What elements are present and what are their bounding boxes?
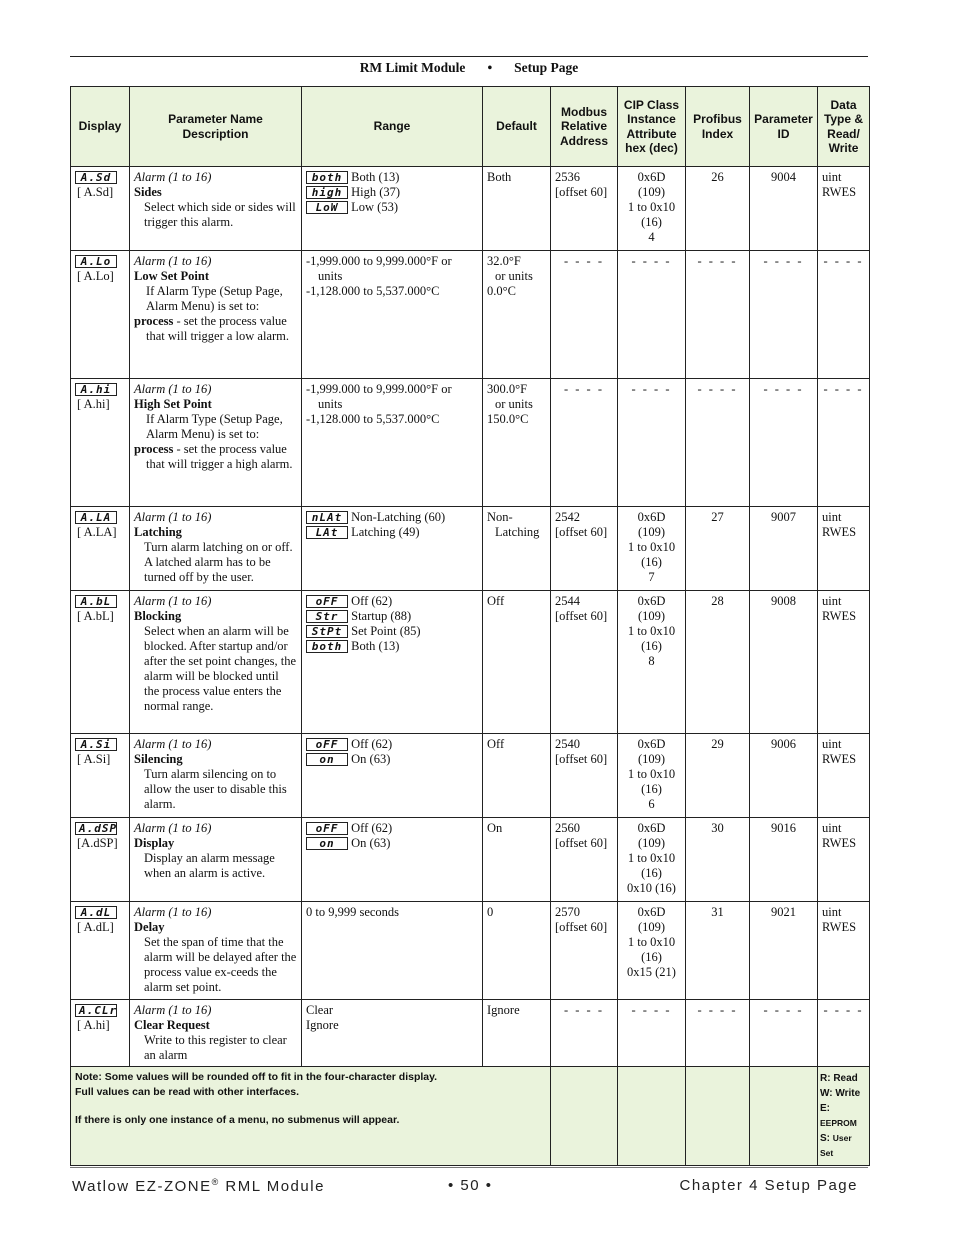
parameter-desc: If Alarm Type (Setup Page, Alarm Menu) is set to: — [146, 412, 283, 441]
read-write: RWES — [822, 185, 857, 199]
display-code: [ A.Lo] — [77, 269, 114, 283]
cip-line: (109) — [637, 920, 666, 934]
modbus-offset: [offset 60] — [555, 609, 608, 623]
option-lcd: oFF — [306, 738, 348, 751]
lcd-code: A.Lo — [75, 255, 117, 268]
display-code: [ A.hi] — [77, 397, 110, 411]
header-page: Setup Page — [514, 60, 579, 75]
note-blank — [686, 1067, 750, 1166]
default-line: 150.0°C — [487, 412, 529, 426]
default-line: Latching — [495, 525, 540, 539]
cip-line: 0x6D — [637, 510, 666, 524]
option-lcd: both — [306, 640, 348, 653]
data-type: uint — [822, 510, 842, 524]
profibus-cell: 31 — [686, 902, 750, 1000]
cip-line: 1 to 0x10 — [627, 767, 676, 781]
default-cell — [483, 379, 551, 507]
option-lcd: on — [306, 753, 348, 766]
modbus-address: 2570 — [555, 905, 580, 919]
parameter-desc-process — [134, 314, 297, 344]
option-lcd: on — [306, 837, 348, 850]
modbus-address: 2544 — [555, 594, 580, 608]
rw-legend — [818, 1067, 870, 1166]
parameter-cell — [130, 1000, 302, 1067]
table-row — [71, 251, 870, 379]
cip-line: (109) — [637, 525, 666, 539]
table-row — [71, 379, 870, 507]
modbus-address: 2540 — [555, 737, 580, 751]
parameter-cell — [130, 818, 302, 902]
data-type: uint — [822, 594, 842, 608]
parameter-cell — [130, 167, 302, 251]
read-write: RWES — [822, 920, 857, 934]
display-code: [ A.bL] — [77, 609, 114, 623]
parameter-desc: Turn alarm silencing on to allow the user to disable this alarm. — [144, 767, 287, 811]
parameter-id-cell: 9007 — [750, 507, 818, 591]
legend-user-text: User Set — [820, 1133, 852, 1158]
cip-line: (16) — [641, 950, 662, 964]
option-text: Off (62) — [351, 821, 393, 835]
display-cell — [71, 251, 130, 379]
range-cell — [302, 251, 483, 379]
option-lcd: LAt — [306, 526, 348, 539]
default-cell — [483, 251, 551, 379]
default-line: or units — [495, 269, 533, 283]
parameter-name: Latching — [134, 525, 182, 539]
cip-line: 1 to 0x10 — [627, 624, 676, 638]
parameter-desc: Turn alarm latching on or off. A latched alarm has to be turned off by the user. — [144, 540, 293, 584]
cip-line: (109) — [637, 609, 666, 623]
parameter-name: Display — [134, 836, 175, 850]
cip-line: 0x6D — [637, 821, 666, 835]
note-row — [71, 1067, 870, 1166]
parameter-id-cell: 9021 — [750, 902, 818, 1000]
modbus-address: 2536 — [555, 170, 580, 184]
parameter-desc: Select when an alarm will be blocked. After startup and/or after the set point changes, the alarm will be blocked until the process value enters the normal range. — [144, 624, 297, 713]
parameter-cell — [130, 379, 302, 507]
default-cell: Ignore — [483, 1000, 551, 1067]
modbus-offset: [offset 60] — [555, 185, 608, 199]
range-option — [306, 624, 478, 639]
option-lcd: both — [306, 171, 348, 184]
cip-line: (16) — [641, 555, 662, 569]
footer-registered: ® — [211, 1177, 220, 1187]
group-label: Alarm (1 to 16) — [134, 170, 212, 184]
option-text: Latching (49) — [351, 525, 420, 539]
display-code: [ A.Si] — [77, 752, 111, 766]
data-type-cell — [818, 591, 870, 734]
cip-line: 0x6D — [637, 594, 666, 608]
parameter-id-cell: 9004 — [750, 167, 818, 251]
parameter-desc: Select which side or sides will trigger this alarm. — [144, 200, 296, 229]
cip-cell: - - - - — [618, 379, 686, 507]
profibus-cell: - - - - — [686, 379, 750, 507]
range-cell — [302, 734, 483, 818]
header-module: RM Limit Module — [359, 60, 466, 75]
modbus-cell: - - - - — [551, 379, 618, 507]
desc-bold: process — [134, 314, 174, 328]
range-option — [306, 752, 478, 767]
modbus-cell: - - - - — [551, 251, 618, 379]
col-parameter-desc: Description — [182, 126, 249, 141]
range-line: Clear — [306, 1003, 334, 1017]
table-row — [71, 818, 870, 902]
note-blank — [551, 1067, 618, 1166]
modbus-cell: - - - - — [551, 1000, 618, 1067]
profibus-cell: 28 — [686, 591, 750, 734]
range-cell — [302, 167, 483, 251]
option-text: Non-Latching (60) — [351, 510, 446, 524]
profibus-cell: 26 — [686, 167, 750, 251]
lcd-code: A.dSP — [75, 822, 117, 835]
desc-rest: - set the process value that will trigger a low alarm. — [146, 314, 290, 343]
group-label: Alarm (1 to 16) — [134, 510, 212, 524]
display-cell — [71, 902, 130, 1000]
desc-rest: - set the process value that will trigger a high alarm. — [146, 442, 293, 471]
legend-eeprom-key: E: — [820, 1103, 830, 1114]
range-line: -1,128.000 to 5,537.000°C — [306, 284, 440, 298]
range-line: Ignore — [306, 1018, 339, 1032]
parameter-id-cell: 9016 — [750, 818, 818, 902]
data-type-cell — [818, 507, 870, 591]
option-text: Set Point (85) — [351, 624, 421, 638]
display-cell — [71, 507, 130, 591]
range-option — [306, 821, 478, 836]
modbus-offset: [offset 60] — [555, 920, 608, 934]
display-code: [ A.dL] — [77, 920, 114, 934]
note-blank — [750, 1067, 818, 1166]
table-row — [71, 1000, 870, 1067]
group-label: Alarm (1 to 16) — [134, 594, 212, 608]
range-option — [306, 185, 478, 200]
data-type-cell: - - - - — [818, 1000, 870, 1067]
legend-user-key: S: — [820, 1133, 833, 1144]
option-lcd: LoW — [306, 201, 348, 214]
range-cell: 0 to 9,999 seconds — [302, 902, 483, 1000]
parameter-id-cell: - - - - — [750, 1000, 818, 1067]
default-cell — [483, 507, 551, 591]
footer-chapter: Chapter 4 Setup Page — [679, 1177, 858, 1194]
note-line: If there is only one instance of a menu, no submenus will appear. — [75, 1114, 400, 1126]
desc-bold: process — [134, 442, 174, 456]
parameter-name: Low Set Point — [134, 269, 209, 283]
cip-cell: - - - - — [618, 251, 686, 379]
display-cell — [71, 167, 130, 251]
display-code: [ A.hi] — [77, 1018, 110, 1032]
group-label: Alarm (1 to 16) — [134, 254, 212, 268]
modbus-cell — [551, 591, 618, 734]
range-line: -1,999.000 to 9,999.000°F or units — [306, 254, 452, 283]
profibus-cell: 27 — [686, 507, 750, 591]
legend-eeprom-text: EEPROM — [820, 1118, 857, 1128]
default-cell: Off — [483, 734, 551, 818]
cip-line: 1 to 0x10 — [627, 540, 676, 554]
legend-eeprom — [820, 1101, 867, 1131]
option-text: Both (13) — [351, 170, 400, 184]
option-lcd: oFF — [306, 595, 348, 608]
parameter-cell — [130, 507, 302, 591]
parameter-id-cell: 9008 — [750, 591, 818, 734]
option-text: Off (62) — [351, 594, 393, 608]
parameter-name: Blocking — [134, 609, 182, 623]
parameter-cell — [130, 902, 302, 1000]
top-rule — [70, 56, 868, 57]
bottom-rule — [70, 1167, 868, 1168]
col-display: Display — [71, 87, 130, 167]
parameter-name: Clear Request — [134, 1018, 210, 1032]
table-row — [71, 734, 870, 818]
cip-line: 1 to 0x10 — [627, 200, 676, 214]
range-option — [306, 639, 478, 654]
default-cell: 0 — [483, 902, 551, 1000]
cip-cell — [618, 167, 686, 251]
footer-product — [72, 1177, 325, 1195]
display-cell — [71, 1000, 130, 1067]
default-cell: Off — [483, 591, 551, 734]
range-cell — [302, 507, 483, 591]
lcd-code: A.CLr — [75, 1004, 117, 1017]
range-option — [306, 525, 478, 540]
range-option — [306, 510, 478, 525]
note-blank — [618, 1067, 686, 1166]
default-line: 300.0°F — [487, 382, 528, 396]
parameter-desc: Display an alarm message when an alarm is active. — [144, 851, 275, 880]
footer-brand: Watlow EZ-ZONE — [72, 1178, 212, 1195]
modbus-address: 2560 — [555, 821, 580, 835]
lcd-code: A.Sd — [75, 171, 117, 184]
range-cell — [302, 1000, 483, 1067]
option-lcd: nLAt — [306, 511, 348, 524]
modbus-cell — [551, 818, 618, 902]
parameter-table — [70, 86, 870, 1166]
profibus-cell: 29 — [686, 734, 750, 818]
table-row — [71, 507, 870, 591]
display-code: [A.dSP] — [77, 836, 118, 850]
range-line: -1,999.000 to 9,999.000°F or units — [306, 382, 452, 411]
lcd-code: A.Si — [75, 738, 117, 751]
cip-line: (16) — [641, 866, 662, 880]
col-parameter-name: Parameter Name — [168, 112, 263, 126]
group-label: Alarm (1 to 16) — [134, 821, 212, 835]
cip-line: (109) — [637, 836, 666, 850]
parameter-id-cell: - - - - — [750, 251, 818, 379]
option-lcd: high — [306, 186, 348, 199]
option-lcd: StPt — [306, 625, 348, 638]
display-cell — [71, 734, 130, 818]
cip-line: (16) — [641, 215, 662, 229]
display-cell — [71, 591, 130, 734]
cip-line: (109) — [637, 185, 666, 199]
range-option — [306, 594, 478, 609]
range-option — [306, 836, 478, 851]
lcd-code: A.dL — [75, 906, 117, 919]
range-option — [306, 170, 478, 185]
option-text: On (63) — [351, 752, 391, 766]
parameter-cell — [130, 734, 302, 818]
default-line: 0.0°C — [487, 284, 516, 298]
table-row — [71, 902, 870, 1000]
read-write: RWES — [822, 609, 857, 623]
cip-line: 0x6D — [637, 737, 666, 751]
col-range: Range — [302, 87, 483, 167]
range-cell — [302, 591, 483, 734]
option-text: Startup (88) — [351, 609, 412, 623]
range-option — [306, 609, 478, 624]
default-cell: On — [483, 818, 551, 902]
cip-line: 0x6D — [637, 170, 666, 184]
footer-module: RML Module — [219, 1178, 325, 1195]
data-type: uint — [822, 737, 842, 751]
cip-line: 0x6D — [637, 905, 666, 919]
modbus-cell — [551, 902, 618, 1000]
parameter-id-cell: 9006 — [750, 734, 818, 818]
parameter-cell — [130, 591, 302, 734]
parameter-name: Sides — [134, 185, 162, 199]
cip-line: (16) — [641, 639, 662, 653]
cip-cell — [618, 734, 686, 818]
group-label: Alarm (1 to 16) — [134, 1003, 212, 1017]
note-line: Note: Some values will be rounded off to fit in the four-character display. — [75, 1071, 438, 1083]
data-type: uint — [822, 821, 842, 835]
lcd-code: A.bL — [75, 595, 117, 608]
modbus-cell — [551, 734, 618, 818]
table-header-row — [71, 87, 870, 167]
read-write: RWES — [822, 525, 857, 539]
col-profibus: Profibus Index — [686, 87, 750, 167]
data-type-cell: - - - - — [818, 251, 870, 379]
option-text: Both (13) — [351, 639, 400, 653]
display-code: [ A.LA] — [77, 525, 117, 539]
table-row — [71, 167, 870, 251]
legend-write: W: Write — [820, 1088, 861, 1099]
cip-line: 0x10 (16) — [627, 881, 676, 895]
parameter-desc: Write to this register to clear an alarm — [144, 1033, 287, 1062]
default-cell: Both — [483, 167, 551, 251]
cip-line: 1 to 0x10 — [627, 935, 676, 949]
col-modbus: Modbus Relative Address — [551, 87, 618, 167]
modbus-offset: [offset 60] — [555, 836, 608, 850]
cip-line: (16) — [641, 782, 662, 796]
parameter-name: Silencing — [134, 752, 183, 766]
default-line: Non- — [487, 510, 513, 524]
header-bullet: • — [487, 60, 493, 75]
option-lcd: oFF — [306, 822, 348, 835]
col-cip: CIP Class Instance Attribute hex (dec) — [618, 87, 686, 167]
data-type: uint — [822, 170, 842, 184]
data-type-cell — [818, 734, 870, 818]
range-cell — [302, 818, 483, 902]
modbus-address: 2542 — [555, 510, 580, 524]
display-code: [ A.Sd] — [77, 185, 114, 199]
lcd-code: A.hi — [75, 383, 117, 396]
cip-line: 1 to 0x10 — [627, 851, 676, 865]
range-option — [306, 737, 478, 752]
group-label: Alarm (1 to 16) — [134, 737, 212, 751]
cip-line: 4 — [648, 230, 655, 244]
range-option — [306, 200, 478, 215]
cip-cell — [618, 507, 686, 591]
range-cell — [302, 379, 483, 507]
parameter-cell — [130, 251, 302, 379]
data-type-cell — [818, 167, 870, 251]
col-data-type: Data Type & Read/ Write — [818, 87, 870, 167]
read-write: RWES — [822, 752, 857, 766]
note-line: Full values can be read with other interfaces. — [75, 1086, 300, 1098]
data-type: uint — [822, 905, 842, 919]
display-cell — [71, 379, 130, 507]
col-parameter-id: Parameter ID — [750, 87, 818, 167]
parameter-id-cell: - - - - — [750, 379, 818, 507]
option-text: Off (62) — [351, 737, 393, 751]
footer-page-number: • 50 • — [448, 1177, 493, 1194]
option-text: High (37) — [351, 185, 401, 199]
note-cell — [71, 1067, 551, 1166]
option-text: On (63) — [351, 836, 391, 850]
modbus-offset: [offset 60] — [555, 752, 608, 766]
option-lcd: Str — [306, 610, 348, 623]
legend-read: R: Read — [820, 1073, 858, 1084]
cip-line: 6 — [648, 797, 655, 811]
group-label: Alarm (1 to 16) — [134, 382, 212, 396]
modbus-cell — [551, 507, 618, 591]
parameter-name: High Set Point — [134, 397, 212, 411]
parameter-name: Delay — [134, 920, 165, 934]
parameter-desc: If Alarm Type (Setup Page, Alarm Menu) is set to: — [146, 284, 283, 313]
group-label: Alarm (1 to 16) — [134, 905, 212, 919]
table-row — [71, 591, 870, 734]
cip-cell — [618, 902, 686, 1000]
col-default: Default — [483, 87, 551, 167]
legend-user-set — [820, 1131, 867, 1161]
modbus-cell — [551, 167, 618, 251]
cip-cell: - - - - — [618, 1000, 686, 1067]
page-header — [70, 60, 868, 76]
modbus-offset: [offset 60] — [555, 525, 608, 539]
profibus-cell: 30 — [686, 818, 750, 902]
data-type-cell — [818, 902, 870, 1000]
cip-line: 0x15 (21) — [627, 965, 676, 979]
display-cell — [71, 818, 130, 902]
default-line: or units — [495, 397, 533, 411]
cip-line: 7 — [648, 570, 655, 584]
default-line: 32.0°F — [487, 254, 521, 268]
data-type-cell: - - - - — [818, 379, 870, 507]
read-write: RWES — [822, 836, 857, 850]
data-type-cell — [818, 818, 870, 902]
range-line: -1,128.000 to 5,537.000°C — [306, 412, 440, 426]
parameter-desc-process — [134, 442, 297, 472]
cip-line: (109) — [637, 752, 666, 766]
cip-cell — [618, 591, 686, 734]
profibus-cell: - - - - — [686, 251, 750, 379]
parameter-desc: Set the span of time that the alarm will be delayed after the process value ex-ceeds the alarm set point. — [144, 935, 297, 994]
lcd-code: A.LA — [75, 511, 117, 524]
profibus-cell: - - - - — [686, 1000, 750, 1067]
cip-cell — [618, 818, 686, 902]
col-parameter — [130, 87, 302, 167]
cip-line: 8 — [648, 654, 655, 668]
option-text: Low (53) — [351, 200, 398, 214]
